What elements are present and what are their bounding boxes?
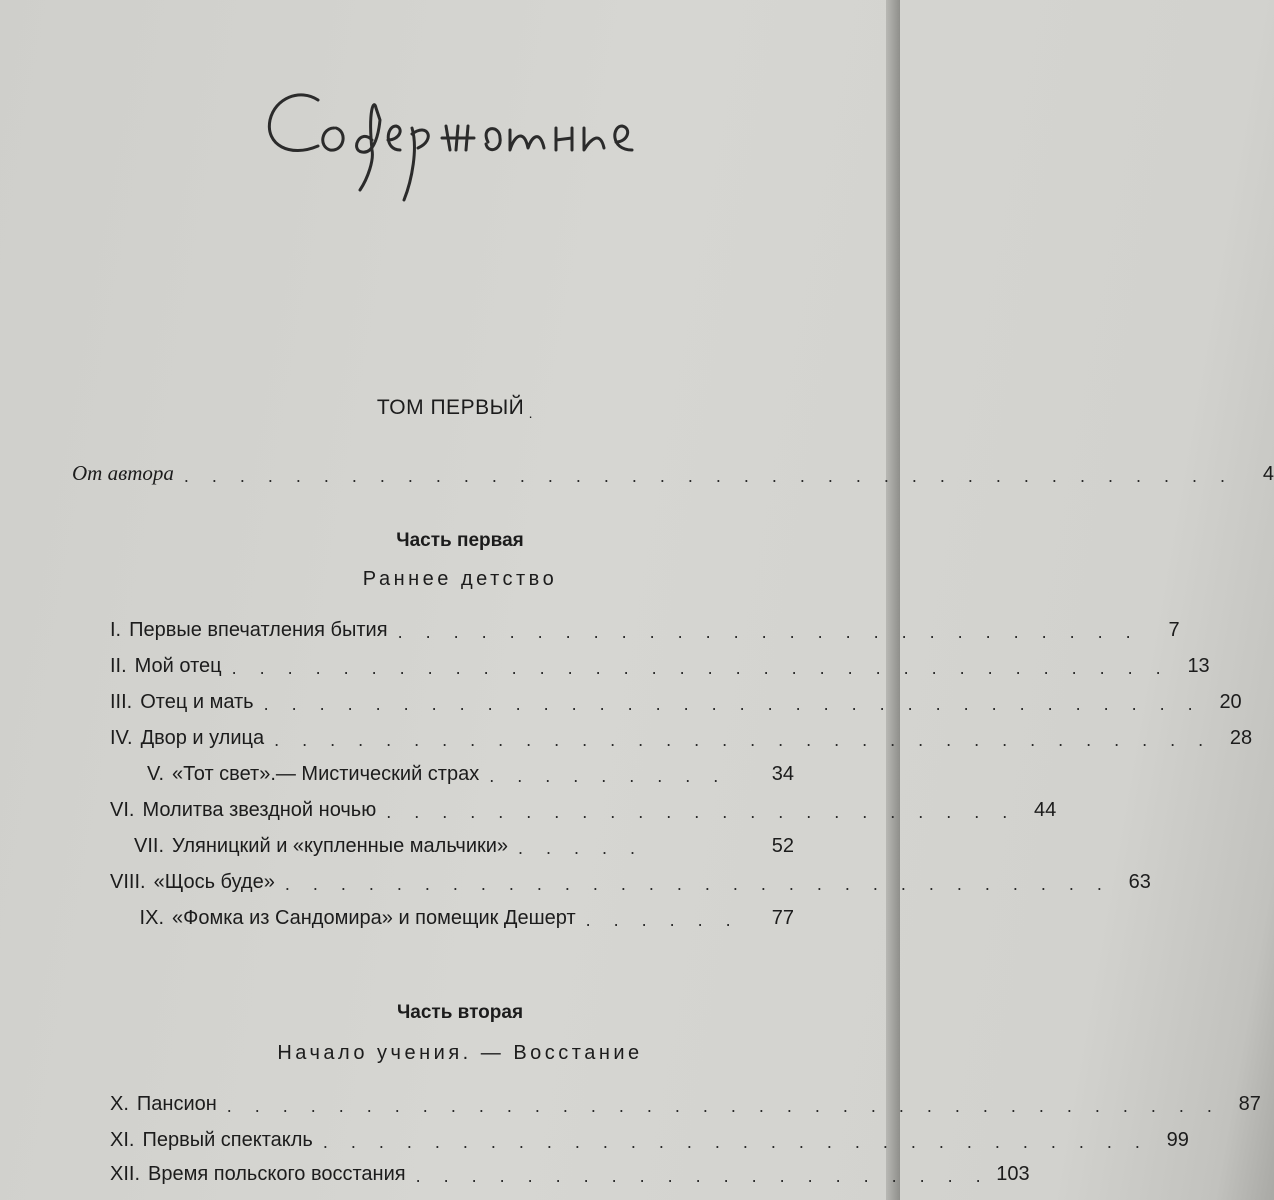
chapter-number: IV. [110, 727, 133, 749]
entry-title: Первые впечатления бытия [129, 619, 388, 641]
chapter-number: VII. [133, 835, 164, 857]
dot-leader: . . . . . [518, 838, 645, 858]
entry-page: 20 [1219, 691, 1242, 713]
toc-entry[interactable] [110, 758, 794, 786]
chapter-number: III. [110, 691, 133, 713]
part-label: Часть первая [396, 530, 524, 551]
entry-title: Мой отец [134, 655, 222, 677]
toc-entry[interactable] [110, 614, 1180, 642]
toc-entry[interactable] [110, 1088, 1261, 1116]
part-subtitle: Раннее детство [362, 568, 558, 590]
toc-entry[interactable] [110, 686, 1242, 714]
entry-title: Отец и мать [140, 691, 254, 713]
entry-title: От автора [72, 461, 174, 485]
dot-leader: . . . . . . . . . . . . . . . . . . . . . . . . . . . . . . . . . . [231, 658, 1170, 678]
entry-title: Уляницкий и «купленные мальчики» [172, 835, 509, 857]
entry-title: «Фомка из Сандомира» и помещик Дешерт [172, 907, 576, 929]
toc-entry[interactable] [110, 1158, 1030, 1186]
entry-page: 99 [1166, 1129, 1189, 1151]
dot-leader: . . . . . . . . . . . . . . . . . . . . . . . . . . . . . . . . . . [263, 694, 1202, 714]
dot-leader: . . . . . . . . . . . . . . . . . . . . . [415, 1166, 990, 1186]
dot-leader: . . . . . . [585, 910, 740, 930]
dot-leader: . . . . . . . . . . . . . . . . . . . . . . . [386, 802, 1017, 822]
part-subtitle: Начало учения. — Восстание [277, 1042, 643, 1064]
dot-leader: . . . . . . . . . . . . . . . . . . . . . . . . . . . . . . . . . . . . [226, 1096, 1221, 1116]
entry-title: Молитва звездной ночью [142, 799, 377, 821]
toc-entry-preface[interactable] [72, 458, 1274, 486]
part-label: Часть вторая [396, 1002, 524, 1023]
entry-page: 4 [1262, 463, 1274, 485]
entry-page: 44 [1034, 799, 1057, 821]
entry-page: 87 [1238, 1093, 1261, 1115]
toc-entry[interactable] [110, 650, 1210, 678]
toc-entry[interactable] [110, 1124, 1189, 1152]
toc-entry[interactable] [110, 866, 1151, 894]
chapter-number: VIII. [110, 871, 146, 893]
dot-leader: . . . . . . . . . . . . . . . . . . . . . . . . . . . . . . . . . . [274, 730, 1213, 750]
chapter-number: XII. [110, 1163, 141, 1185]
entry-page: 103 [996, 1163, 1030, 1185]
handwritten-heading [0, 0, 900, 240]
entry-title: Первый спектакль [142, 1129, 313, 1151]
entry-page: 7 [1168, 619, 1180, 641]
chapter-number: XI. [110, 1129, 135, 1151]
entry-page: 77 [771, 907, 794, 929]
chapter-number: X. [110, 1093, 129, 1115]
chapter-number: IX. [139, 907, 164, 929]
chapter-number: V. [146, 763, 164, 785]
volume-title: ТОМ ПЕРВЫЙ . [376, 396, 534, 421]
dot-leader: . . . . . . . . . . . . . . . . . . . . . . . . . . . . . . [284, 874, 1111, 894]
toc-entry[interactable] [110, 722, 1253, 750]
entry-title: Пансион [136, 1093, 217, 1115]
chapter-number: I. [110, 619, 122, 641]
chapter-number: II. [110, 655, 127, 677]
dot-leader: . . . . . . . . . . . . . . . . . . . . . . . . . . . [397, 622, 1140, 642]
dot-leader: . . . . . . . . . [489, 766, 728, 786]
entry-title: «Щось буде» [153, 871, 275, 893]
entry-page: 13 [1187, 655, 1210, 677]
entry-page: 34 [771, 763, 794, 785]
toc-entry[interactable] [110, 902, 794, 930]
entry-page: 52 [771, 835, 794, 857]
toc-entry[interactable] [110, 830, 794, 858]
entry-page: 28 [1229, 727, 1253, 749]
chapter-number: VI. [110, 799, 135, 821]
dot-leader: . . . . . . . . . . . . . . . . . . . . . . . . . . . . . . . . . . . . . . [183, 466, 1234, 486]
entry-title: Двор и улица [140, 727, 265, 749]
dot-leader: . . . . . . . . . . . . . . . . . . . . . . . . . . . . . . [322, 1132, 1149, 1152]
toc-entry[interactable] [110, 794, 1057, 822]
entry-title: Время польского восстания [148, 1163, 406, 1185]
entry-title: «Тот свет».— Мистический страх [172, 763, 480, 785]
entry-page: 63 [1128, 871, 1151, 893]
